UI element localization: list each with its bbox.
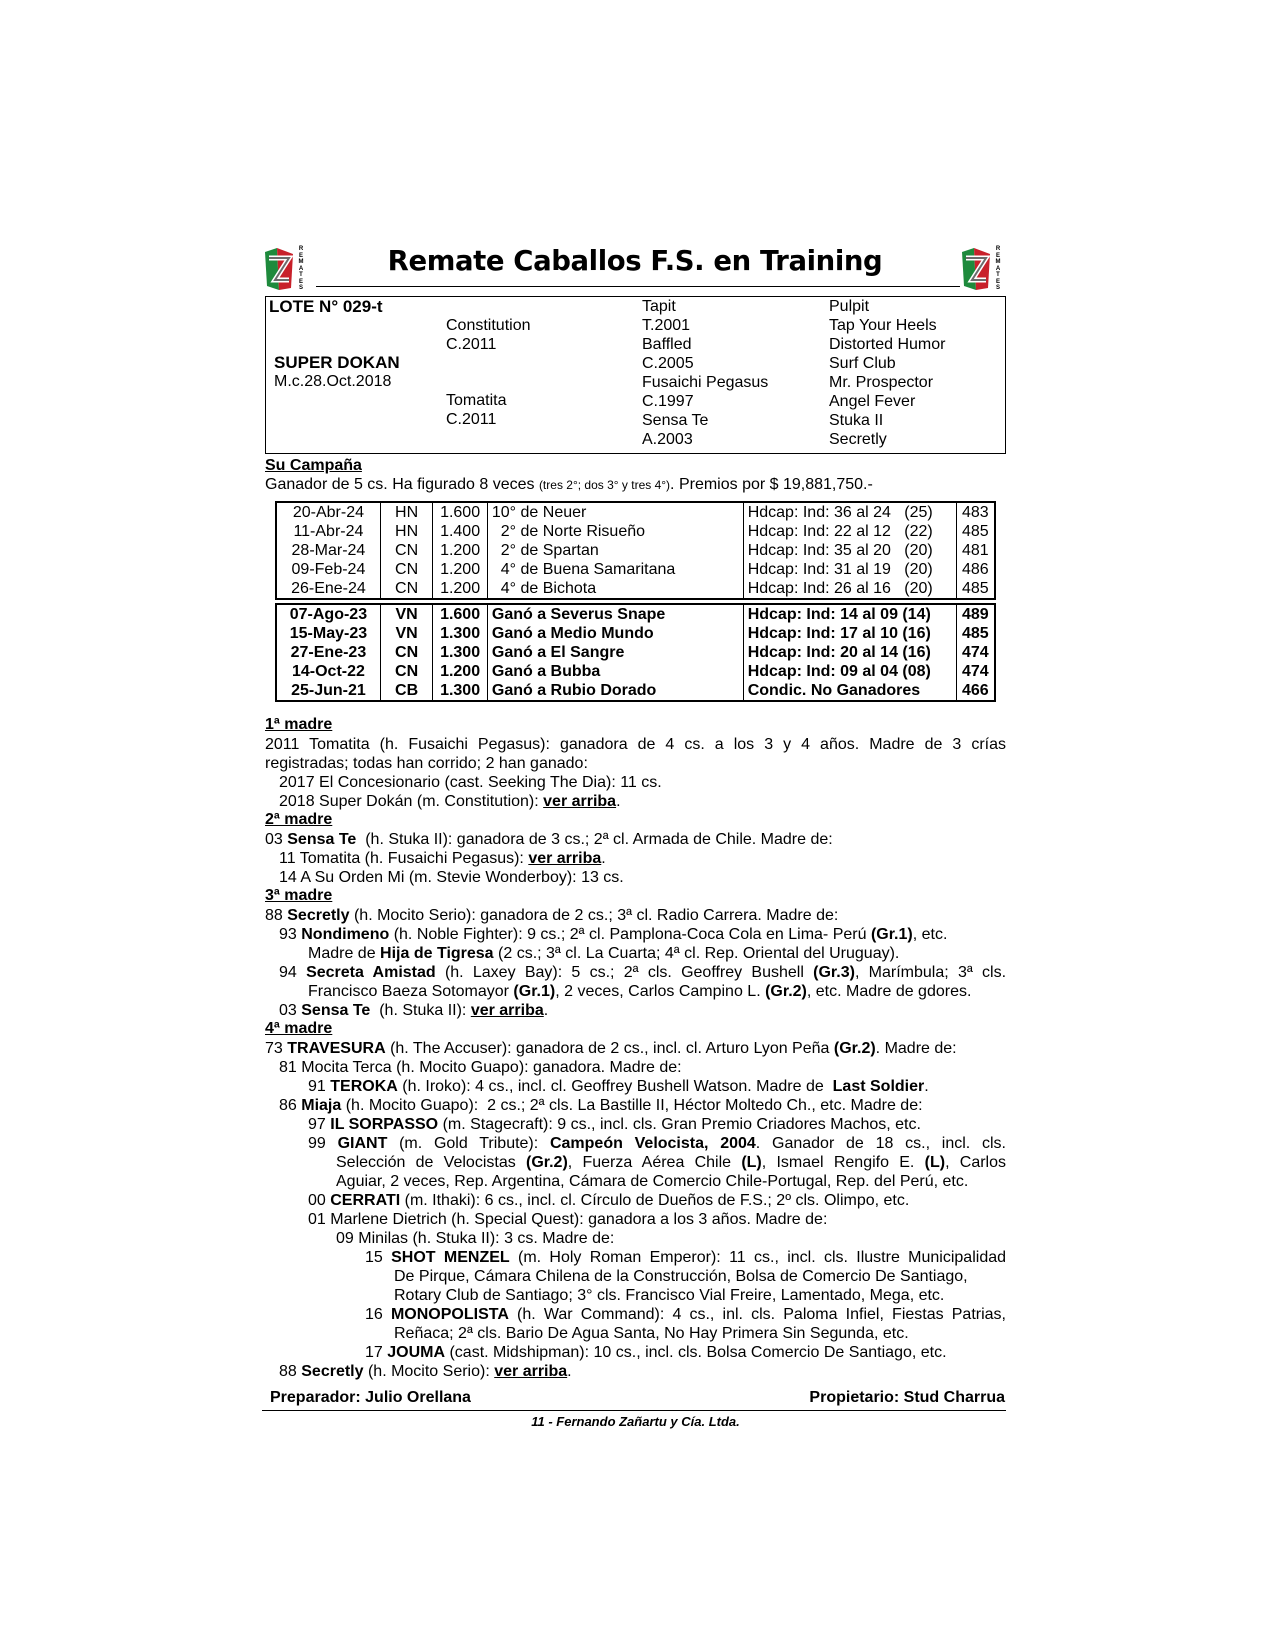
campaign-summary: [265, 476, 873, 494]
produce-name: GIANT: [337, 1135, 388, 1152]
produce-name: Last Soldier: [832, 1078, 925, 1095]
produce-line: De Pirque, Cámara Chilena de la Construcción, Bolsa de Comercio De Santiago,: [394, 1268, 968, 1285]
sire-year: C.2011: [446, 336, 497, 353]
produce-text: (h. War Command): 4 cs., inl. cls. Paloma Infiel, Fiestas Patrias,: [508, 1306, 1006, 1323]
race-date: 25-Jun-21: [276, 681, 380, 701]
race-date: 28-Mar-24: [276, 541, 380, 560]
race-weight: 474: [956, 643, 995, 662]
produce-line: [308, 1191, 909, 1210]
grade-tag: (Gr.2): [525, 1154, 568, 1171]
race-condition: Hdcap: Ind: 22 al 12 (22): [743, 522, 956, 541]
race-result: 2° de Norte Risueño: [487, 522, 743, 541]
table-row: [276, 624, 995, 643]
third-dam-heading: 3ª madre: [265, 887, 333, 904]
great-grandparent: Surf Club: [829, 355, 896, 372]
race-date: 11-Abr-24: [276, 522, 380, 541]
produce-name: MONOPOLISTA: [390, 1306, 509, 1323]
great-grandparent: Secretly: [829, 431, 887, 448]
campaign-heading: Su Campaña: [265, 457, 362, 474]
table-row: [276, 541, 995, 560]
produce-text: , Marímbula; 3ª cls.: [854, 964, 1007, 981]
produce-line: [365, 1305, 1006, 1324]
sire-name: Constitution: [446, 317, 531, 334]
produce-line: 14 A Su Orden Mi (m. Stevie Wonderboy): 13 cs.: [279, 869, 624, 886]
grandparent: C.2005: [642, 355, 694, 372]
race-distance: 1.200: [433, 662, 488, 681]
produce-text: , etc. Madre de gdores.: [806, 983, 972, 1000]
dam-year: C.2011: [446, 411, 497, 428]
race-result: Ganó a Bubba: [487, 662, 743, 681]
race-track: CN: [380, 579, 432, 599]
first-dam-line: registradas; todas han corrido; 2 han ganado:: [265, 755, 588, 772]
produce-text: , Ismael Rengifo E.: [761, 1154, 925, 1171]
title-divider: [316, 286, 960, 287]
dam-text: (h. Mocito Serio): ganadora de 2 cs.; 3ª cl. Radio Carrera. Madre de:: [349, 907, 839, 924]
punct: .: [616, 793, 621, 810]
grade-tag: (Gr.1): [513, 983, 556, 1000]
logo-letters: R E M A T E S: [298, 246, 304, 291]
produce-line: [308, 982, 971, 1001]
race-condition: Hdcap: Ind: 31 al 19 (20): [743, 560, 956, 579]
produce-text: (m. Ithaki): 6 cs., incl. cl. Círculo de Dueños de F.S.; 2º cls. Olimpo, etc.: [400, 1192, 910, 1209]
table-row: [276, 662, 995, 681]
grandparent: A.2003: [642, 431, 693, 448]
race-condition: Condic. No Ganadores: [743, 681, 956, 701]
produce-line: [308, 944, 899, 963]
year: 88: [265, 907, 288, 924]
table-row: [276, 643, 995, 662]
dam-name: Secretly: [287, 907, 350, 924]
summary-prizes: . Premios por $ 19,881,750.-: [670, 476, 873, 493]
punct: .: [924, 1078, 929, 1095]
produce-line: [279, 792, 621, 811]
race-result: Ganó a El Sangre: [487, 643, 743, 662]
produce-line: 2017 El Concesionario (cast. Seeking The Dia): 11 cs.: [279, 774, 662, 791]
remates-logo: [960, 246, 1012, 292]
produce-text: (h. Stuka II):: [370, 1002, 471, 1019]
year: 17: [365, 1344, 388, 1361]
great-grandparent: Angel Fever: [829, 393, 916, 410]
produce-name: TEROKA: [330, 1078, 398, 1095]
race-distance: 1.300: [433, 681, 488, 701]
produce-line: [279, 1001, 548, 1020]
table-row: [276, 579, 995, 599]
grandparent: Baffled: [642, 336, 692, 353]
great-grandparent: Pulpit: [829, 298, 870, 315]
race-weight: 485: [956, 522, 995, 541]
race-date: 09-Feb-24: [276, 560, 380, 579]
table-row: [276, 681, 995, 701]
produce-text: , 2 veces, Carlos Campino L.: [555, 983, 766, 1000]
race-weight: 466: [956, 681, 995, 701]
produce-line: [308, 1115, 921, 1134]
second-dam-heading: 2ª madre: [265, 811, 333, 828]
race-distance: 1.300: [433, 643, 488, 662]
punct: .: [543, 1002, 549, 1019]
horse-name: SUPER DOKAN: [274, 353, 400, 372]
year: 86: [279, 1097, 302, 1114]
fourth-dam-heading: 4ª madre: [265, 1020, 333, 1037]
race-condition: Hdcap: Ind: 35 al 20 (20): [743, 541, 956, 560]
dam-text: (h. Stuka II): ganadora de 3 cs.; 2ª cl. Armada de Chile. Madre de:: [356, 831, 833, 848]
produce-text: (h. Noble Fighter): 9 cs.; 2ª cl. Pamplona-Coca Cola en Lima- Perú: [389, 926, 871, 943]
produce-name: IL SORPASSO: [330, 1116, 439, 1133]
produce-name: CERRATI: [330, 1192, 401, 1209]
great-grandparent: Distorted Humor: [829, 336, 946, 353]
owner: Propietario: Stud Charrua: [809, 1389, 1005, 1406]
see-above-ref: ver arriba: [494, 1363, 568, 1380]
year: 00: [308, 1192, 331, 1209]
race-date: 26-Ene-24: [276, 579, 380, 599]
produce-text: . Ganador de 18 cs., incl. cls.: [755, 1135, 1006, 1152]
produce-text: (h. Mocito Guapo): 2 cs.; 2ª cls. La Bastille II, Héctor Moltedo Ch., etc. Madre de:: [341, 1097, 923, 1114]
race-date: 20-Abr-24: [276, 502, 380, 522]
produce-line: 09 Minilas (h. Stuka II): 3 cs. Madre de:: [336, 1230, 615, 1247]
dam-name: Sensa Te: [287, 831, 357, 848]
summary-places: (tres 2°; dos 3° y tres 4°): [538, 478, 671, 492]
race-weight: 485: [956, 579, 995, 599]
produce-text: (h. Mocito Serio):: [363, 1363, 495, 1380]
summary-text: Ganador de 5 cs. Ha figurado 8 veces: [265, 476, 539, 493]
race-result: Ganó a Rubio Dorado: [487, 681, 743, 701]
race-distance: 1.200: [433, 579, 488, 599]
race-distance: 1.200: [433, 560, 488, 579]
produce-line: [279, 925, 947, 944]
table-row: [276, 560, 995, 579]
page-title: Remate Caballos F.S. en Training: [387, 245, 883, 277]
produce-line: [279, 963, 1006, 982]
fourth-dam-line: [265, 1039, 957, 1058]
pedigree-box: [265, 296, 1006, 454]
page-footer: 11 - Fernando Zañartu y Cía. Ltda.: [531, 1414, 740, 1429]
champion-title: Campeón Velocista, 2004: [549, 1135, 756, 1152]
logo-letters: R E M A T E S: [995, 246, 1001, 291]
grade-tag: (Gr.2): [765, 983, 807, 1000]
race-distance: 1.300: [433, 624, 488, 643]
race-date: 07-Ago-23: [276, 604, 380, 624]
race-condition: Hdcap: Ind: 26 al 16 (20): [743, 579, 956, 599]
produce-text: Madre de: [308, 945, 381, 962]
race-condition: Hdcap: Ind: 14 al 09 (14): [743, 604, 956, 624]
great-grandparent: Stuka II: [829, 412, 884, 429]
race-weight: 489: [956, 604, 995, 624]
race-result: 10° de Neuer: [487, 502, 743, 522]
grade-tag: (L): [741, 1154, 762, 1171]
race-condition: Hdcap: Ind: 09 al 04 (08): [743, 662, 956, 681]
race-result: 2° de Spartan: [487, 541, 743, 560]
produce-text: , Fuerza Aérea Chile: [567, 1154, 742, 1171]
race-condition: Hdcap: Ind: 20 al 14 (16): [743, 643, 956, 662]
race-track: VN: [380, 624, 432, 643]
great-grandparent: Mr. Prospector: [829, 374, 934, 391]
race-track: VN: [380, 604, 432, 624]
dam-name: Tomatita: [446, 392, 507, 409]
race-weight: 486: [956, 560, 995, 579]
produce-text: (m. Holy Roman Emperor): 11 cs., incl. cls. Ilustre Municipalidad: [509, 1249, 1007, 1266]
produce-text: 11 Tomatita (h. Fusaichi Pegasus):: [279, 850, 529, 867]
race-date: 14-Oct-22: [276, 662, 380, 681]
year: 93: [279, 926, 302, 943]
first-dam-line: 2011 Tomatita (h. Fusaichi Pegasus): ganadora de 4 cs. a los 3 y 4 años. Madre de 3 crías: [265, 736, 1006, 753]
race-distance: 1.200: [433, 541, 488, 560]
grandparent: T.2001: [642, 317, 691, 334]
produce-text: , Carlos: [945, 1154, 1007, 1171]
produce-line: [365, 1248, 1006, 1267]
produce-text: (m. Stagecraft): 9 cs., incl. cls. Gran Premio Criadores Machos, etc.: [438, 1116, 921, 1133]
produce-line: [279, 1096, 923, 1115]
race-distance: 1.400: [433, 522, 488, 541]
placed-races-table: [275, 501, 996, 600]
produce-name: Miaja: [301, 1097, 342, 1114]
race-track: HN: [380, 502, 432, 522]
grade-tag: (L): [924, 1154, 946, 1171]
dam-name: TRAVESURA: [287, 1040, 386, 1057]
race-weight: 481: [956, 541, 995, 560]
table-row: [276, 604, 995, 624]
year: 15: [365, 1249, 392, 1266]
produce-name: Hija de Tigresa: [380, 945, 494, 962]
race-condition: Hdcap: Ind: 17 al 10 (16): [743, 624, 956, 643]
produce-text: Selección de Velocistas: [336, 1154, 526, 1171]
race-weight: 474: [956, 662, 995, 681]
footer-divider: [262, 1410, 1006, 1411]
see-above-ref: ver arriba: [543, 793, 617, 810]
race-track: CB: [380, 681, 432, 701]
punct: .: [601, 850, 606, 867]
race-result: 4° de Buena Samaritana: [487, 560, 743, 579]
produce-name: Secretly: [301, 1363, 364, 1380]
produce-name: Sensa Te: [301, 1002, 371, 1019]
produce-name: JOUMA: [387, 1344, 446, 1361]
logo-emblem-icon: [263, 246, 297, 292]
table-row: [276, 522, 995, 541]
lot-number: LOTE N° 029-t: [269, 297, 383, 316]
produce-text: (h. Laxey Bay): 5 cs.; 2ª cls. Geoffrey Bushell: [435, 964, 814, 981]
year: 99: [308, 1135, 338, 1152]
race-result: 4° de Bichota: [487, 579, 743, 599]
race-track: CN: [380, 662, 432, 681]
produce-line: 01 Marlene Dietrich (h. Special Quest): ganadora a los 3 años. Madre de:: [308, 1211, 828, 1228]
second-dam-line: [265, 830, 833, 849]
produce-line: Aguiar, 2 veces, Rep. Argentina, Cámara de Comercio Chile-Portugal, Rep. del Perú, etc.: [336, 1173, 969, 1190]
race-distance: 1.600: [433, 502, 488, 522]
produce-line: Reñaca; 2ª cls. Bario De Agua Santa, No Hay Primera Sin Segunda, etc.: [394, 1325, 909, 1342]
year: 88: [279, 1363, 302, 1380]
race-track: CN: [380, 643, 432, 662]
grandparent: Sensa Te: [642, 412, 709, 429]
produce-text: 2018 Super Dokán (m. Constitution):: [279, 793, 544, 810]
race-date: 27-Ene-23: [276, 643, 380, 662]
punct: .: [567, 1363, 572, 1380]
race-condition: Hdcap: Ind: 36 al 24 (25): [743, 502, 956, 522]
produce-line: [279, 849, 606, 868]
produce-text: (cast. Midshipman): 10 cs., incl. cls. Bolsa Comercio De Santiago, etc.: [445, 1344, 947, 1361]
grandparent: C.1997: [642, 393, 694, 410]
produce-text: (h. Iroko): 4 cs., incl. cl. Geoffrey Bushell Watson. Madre de: [397, 1078, 833, 1095]
see-above-ref: ver arriba: [528, 850, 602, 867]
produce-text: Francisco Baeza Sotomayor: [308, 983, 514, 1000]
year: 91: [308, 1078, 331, 1095]
see-above-ref: ver arriba: [470, 1002, 544, 1019]
race-weight: 485: [956, 624, 995, 643]
great-grandparent: Tap Your Heels: [829, 317, 937, 334]
race-track: CN: [380, 541, 432, 560]
race-result: Ganó a Medio Mundo: [487, 624, 743, 643]
produce-line: Rotary Club de Santiago; 3° cls. Francisco Vial Freire, Lamentado, Mega, etc.: [394, 1287, 945, 1304]
produce-name: Nondimeno: [301, 926, 390, 943]
produce-name: SHOT MENZEL: [391, 1249, 510, 1266]
first-dam-heading: 1ª madre: [265, 716, 333, 733]
dam-text: . Madre de:: [875, 1040, 957, 1057]
produce-line: 81 Mocita Terca (h. Mocito Guapo): ganadora. Madre de:: [279, 1059, 682, 1076]
race-weight: 483: [956, 502, 995, 522]
produce-line: [308, 1134, 1006, 1153]
grade-tag: (Gr.3): [813, 964, 855, 981]
remates-logo: [263, 246, 315, 292]
race-result: Ganó a Severus Snape: [487, 604, 743, 624]
grandparent: Tapit: [642, 298, 676, 315]
race-track: CN: [380, 560, 432, 579]
produce-line: [336, 1153, 1006, 1172]
third-dam-line: [265, 906, 838, 925]
year: 03: [279, 1002, 302, 1019]
horse-info: M.c.28.Oct.2018: [274, 373, 392, 390]
trainer: Preparador: Julio Orellana: [270, 1389, 471, 1406]
winning-races-table: [275, 603, 996, 702]
year: 73: [265, 1040, 288, 1057]
race-date: 15-May-23: [276, 624, 380, 643]
produce-name: Secreta Amistad: [306, 964, 436, 981]
produce-line: [308, 1077, 929, 1096]
produce-text: , etc.: [912, 926, 948, 943]
year: 97: [308, 1116, 331, 1133]
year: 03: [265, 831, 288, 848]
produce-line: [365, 1343, 947, 1362]
table-row: [276, 502, 995, 522]
grade-tag: (Gr.1): [870, 926, 913, 943]
race-distance: 1.600: [433, 604, 488, 624]
race-track: HN: [380, 522, 432, 541]
grade-tag: (Gr.2): [833, 1040, 876, 1057]
year: 94: [279, 964, 307, 981]
produce-text: (m. Gold Tribute):: [387, 1135, 550, 1152]
produce-line: [279, 1362, 572, 1381]
grandparent: Fusaichi Pegasus: [642, 374, 769, 391]
dam-text: (h. The Accuser): ganadora de 2 cs., incl. cl. Arturo Lyon Peña: [385, 1040, 834, 1057]
produce-text: (2 cs.; 3ª cl. La Cuarta; 4ª cl. Rep. Oriental del Uruguay).: [493, 945, 900, 962]
logo-emblem-icon: [960, 246, 994, 292]
year: 16: [365, 1306, 391, 1323]
